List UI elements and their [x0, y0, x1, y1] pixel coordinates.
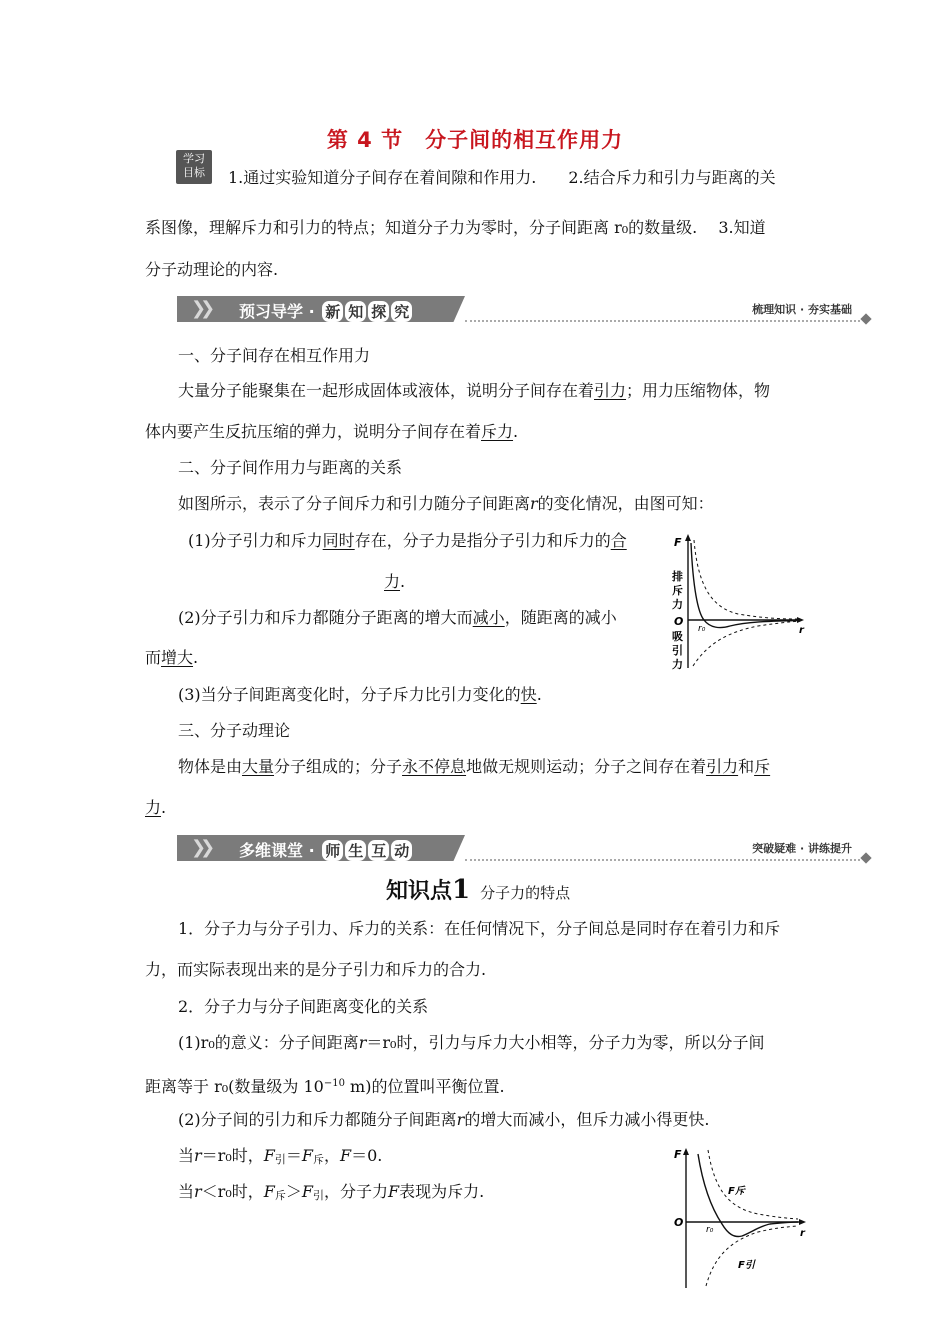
paragraph-cont: 力，而实际表现出来的是分子引力和斥力的合力.	[145, 960, 487, 979]
banner-box: 探	[368, 301, 389, 322]
fill-answer: 斥	[754, 757, 771, 776]
text: 距离等于 r₀(数量级为 10	[145, 1077, 324, 1096]
text: ＞	[285, 1182, 302, 1201]
page-title: 第 4 节 分子间的相互作用力	[326, 128, 624, 152]
banner-dot: ·	[308, 841, 315, 860]
banner-box: 知	[345, 301, 366, 322]
section-heading-3: 三、分子动理论	[178, 721, 291, 740]
section-heading-1: 一、分子间存在相互作用力	[178, 346, 371, 365]
text: (1)r₀的意义：分子间距离	[178, 1033, 359, 1052]
paragraph	[178, 494, 714, 514]
banner-subtitle: 梳理知识 · 夯实基础	[752, 303, 852, 316]
text: ＝0.	[351, 1146, 383, 1165]
x-axis-arrow	[797, 617, 804, 623]
text: .	[193, 648, 199, 667]
repulsion-curve	[694, 540, 800, 619]
section-banner-preview	[177, 296, 870, 322]
axis-label-F: F	[674, 1148, 682, 1161]
text: .	[161, 798, 167, 817]
objectives-line-2: 系图像，理解斥力和引力的特点；知道分子力为零时，分子间距离 r₀的数量级. 3.知道	[145, 218, 766, 237]
fill-answer: 引力	[594, 381, 627, 400]
r0-label: r₀	[698, 624, 706, 634]
attraction-label: 吸	[672, 630, 683, 643]
x-axis-arrow	[799, 1219, 806, 1225]
fill-answer: 减小	[472, 608, 505, 627]
knowledge-point-heading	[386, 874, 570, 905]
list-item	[188, 531, 627, 551]
subscript: 斥	[274, 1189, 286, 1202]
paragraph	[178, 1110, 709, 1130]
subscript: 引	[312, 1189, 324, 1202]
banner-box: 生	[345, 840, 366, 861]
list-item	[178, 608, 617, 628]
origin-label: O	[674, 1216, 684, 1229]
text: ＝r₀时，	[201, 1146, 264, 1165]
text: (2)分子引力和斥力都随分子距离的增大而	[178, 608, 473, 627]
variable: r	[358, 1033, 367, 1052]
objectives-line-3: 分子动理论的内容.	[145, 260, 279, 279]
origin-label: O	[674, 615, 684, 628]
fill-answer: 快	[520, 685, 537, 704]
text: 表现为斥力.	[399, 1182, 485, 1201]
objectives-badge	[176, 150, 212, 184]
r0-label: r₀	[706, 1225, 714, 1235]
paragraph: 1．分子力与分子引力、斥力的关系：在任何情况下，分子间总是同时存在着引力和斥	[178, 919, 781, 938]
force-distance-diagram-2	[670, 1142, 820, 1292]
variable: r	[530, 494, 538, 513]
paragraph	[178, 1146, 382, 1170]
banner-box: 究	[391, 301, 412, 322]
text: ，	[323, 1146, 340, 1165]
diamond-icon	[860, 852, 871, 863]
text: 的变化情况，由图可知：	[537, 494, 714, 513]
subscript: 引	[274, 1153, 286, 1166]
banner-label: 预习导学	[239, 302, 304, 321]
chevron-right-icon: ❯❯	[191, 298, 210, 319]
text: .	[536, 685, 542, 704]
text: (3)当分子间距离变化时，分子斥力比引力变化的	[178, 685, 521, 704]
fill-answer: 引力	[706, 757, 739, 776]
text: (1)分子引力和斥力	[188, 531, 323, 550]
fill-answer: 永不停息	[402, 757, 467, 776]
variable: r	[194, 1182, 202, 1201]
fill-answer: 斥力	[481, 422, 514, 441]
paragraph-cont	[145, 1074, 505, 1097]
banner-box: 师	[322, 840, 343, 861]
repulsion-label: 排	[672, 570, 683, 583]
banner-dotted-line	[465, 859, 860, 861]
f-attraction-label: F引	[738, 1260, 755, 1271]
banner-dot: ·	[308, 302, 315, 321]
fill-answer: 力	[145, 798, 162, 817]
banner-box: 新	[322, 301, 343, 322]
repulsion-curve	[708, 1150, 798, 1219]
paragraph	[178, 757, 770, 777]
banner-box: 动	[391, 840, 412, 861]
text: 物体是由	[178, 757, 243, 776]
axis-label-r: r	[800, 1228, 805, 1239]
text: 地做无规则运动；分子之间存在着	[466, 757, 707, 776]
kp-label: 知识点	[386, 879, 453, 904]
variable: F	[263, 1182, 275, 1201]
attraction-label: 引	[672, 644, 683, 657]
banner-title	[239, 838, 412, 861]
axis-label-F: F	[674, 536, 682, 549]
banner-dotted-line	[465, 320, 860, 322]
attraction-curve	[693, 621, 800, 666]
text: 当	[178, 1182, 195, 1201]
variable: F	[263, 1146, 275, 1165]
badge-bottom-text: 目标	[183, 166, 205, 179]
kp-topic: 分子力的特点	[480, 884, 571, 902]
diamond-icon	[860, 313, 871, 324]
banner-label: 多维课堂	[239, 841, 304, 860]
paragraph	[178, 1033, 764, 1053]
text: ＝r₀时，引力与斥力大小相等，分子力为零，所以分子间	[366, 1033, 765, 1052]
section-banner-classroom	[177, 835, 870, 861]
text: ＜r₀时，	[201, 1182, 264, 1201]
banner-title	[239, 299, 412, 322]
text: ；用力压缩物体，物	[626, 381, 771, 400]
attraction-curve	[706, 1226, 798, 1286]
f-repulsion-label: F斥	[728, 1186, 745, 1197]
fill-answer: 增大	[161, 648, 194, 667]
text: .	[400, 572, 406, 591]
text: 如图所示，表示了分子间斥力和引力随分子间距离	[178, 494, 531, 513]
text: 当	[178, 1146, 195, 1165]
fill-answer: 大量	[242, 757, 275, 776]
chevron-right-icon: ❯❯	[191, 837, 210, 858]
fill-answer: 合	[610, 531, 627, 550]
paragraph	[178, 1182, 484, 1206]
text: 分子组成的；分子	[274, 757, 403, 776]
axis-label-r: r	[799, 625, 804, 636]
repulsion-label: 斥	[672, 584, 683, 597]
text: 存在，分子力是指分子引力和斥力的	[354, 531, 611, 550]
text: 的增大而减小，但斥力减小得更快.	[464, 1110, 710, 1129]
paragraph-cont	[145, 798, 166, 818]
repulsion-label: 力	[672, 598, 683, 611]
paragraph: 2．分子力与分子间距离变化的关系	[178, 997, 429, 1016]
text: 体内要产生反抗压缩的弹力，说明分子间存在着	[145, 422, 482, 441]
fill-answer: 同时	[322, 531, 355, 550]
banner-box: 互	[368, 840, 389, 861]
list-item-cont	[384, 572, 405, 592]
variable: r	[456, 1110, 465, 1129]
subscript: 斥	[312, 1153, 324, 1166]
net-force-curve	[691, 543, 798, 628]
text: ＝	[285, 1146, 302, 1165]
text: 大量分子能聚集在一起形成固体或液体，说明分子间存在着	[178, 381, 595, 400]
text: m)的位置叫平衡位置.	[344, 1077, 505, 1096]
variable: r	[194, 1146, 202, 1165]
y-axis-arrow	[685, 534, 691, 541]
variable: F	[340, 1146, 352, 1165]
section-heading-2: 二、分子间作用力与距离的关系	[178, 458, 403, 477]
list-item-cont	[145, 648, 198, 668]
text: ，分子力	[323, 1182, 388, 1201]
variable: F	[301, 1182, 313, 1201]
text: 和	[738, 757, 755, 776]
paragraph	[145, 422, 518, 442]
variable: F	[301, 1146, 313, 1165]
fill-answer: 力	[384, 572, 401, 591]
text: ，随距离的减小	[504, 608, 617, 627]
list-item	[178, 685, 542, 705]
exponent: −10	[323, 1078, 345, 1089]
variable: F	[388, 1182, 400, 1201]
objectives-line-1: 1.通过实验知道分子间存在着间隙和作用力. 2.结合斥力和引力与距离的关	[228, 168, 776, 187]
text: (2)分子间的引力和斥力都随分子间距离	[178, 1110, 457, 1129]
attraction-label: 力	[672, 658, 683, 671]
badge-top-text: 学习	[183, 152, 205, 165]
paragraph	[178, 381, 770, 401]
y-axis-arrow	[683, 1148, 689, 1155]
force-distance-diagram-1	[668, 528, 818, 674]
text: 而	[145, 648, 162, 667]
text: .	[513, 422, 519, 441]
kp-number: 1	[452, 875, 471, 905]
banner-subtitle: 突破疑难 · 讲练提升	[752, 842, 852, 855]
